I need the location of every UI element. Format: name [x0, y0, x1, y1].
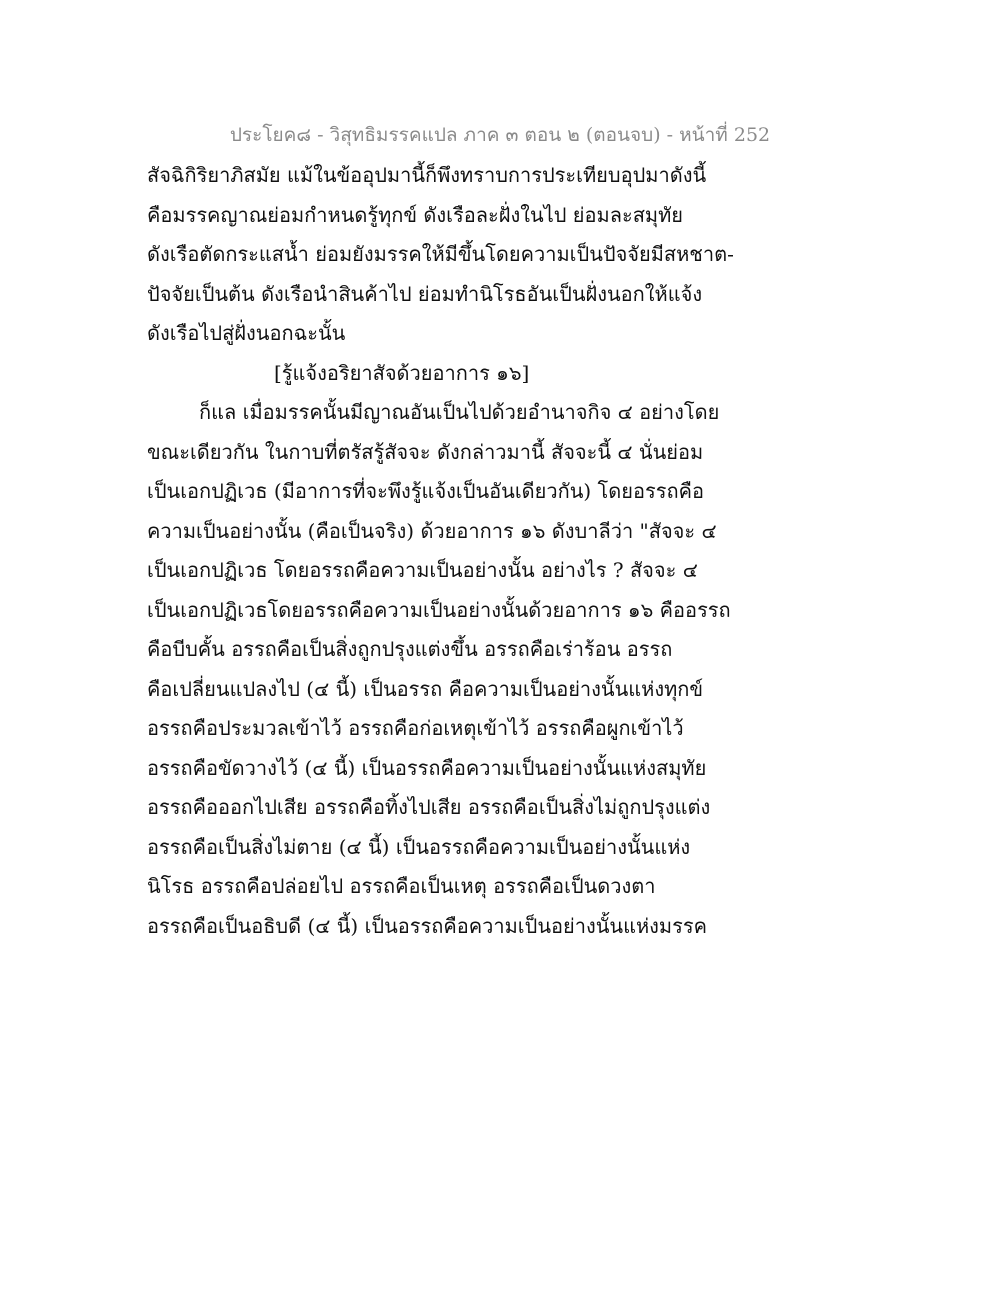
- text-line: ดังเรือตัดกระแสน้ำ ย่อมยังมรรคให้มีขึ้นโดยความเป็นปัจจัยมีสหชาต-: [147, 242, 734, 266]
- text-line: อรรถคือเป็นอธิบดี (๔ นี้) เป็นอรรถคือความเป็นอย่างนั้นแห่งมรรค: [147, 913, 707, 938]
- text-line: ก็แล เมื่อมรรคนั้นมีญาณอันเป็นไปด้วยอำนาจกิจ ๔ อย่างโดย: [199, 400, 720, 424]
- text-line: ความเป็นอย่างนั้น (คือเป็นจริง) ด้วยอาการ ๑๖ ดังบาลีว่า "สัจจะ ๔: [147, 518, 717, 543]
- text-line: นิโรธ อรรถคือปล่อยไป อรรถคือเป็นเหตุ อรรถคือเป็นดวงตา: [147, 874, 656, 898]
- text-line: อรรถคือประมวลเข้าไว้ อรรถคือก่อเหตุเข้าไว้ อรรถคือผูกเข้าไว้: [147, 716, 684, 740]
- text-line: คือเปลี่ยนแปลงไป (๔ นี้) เป็นอรรถ คือความเป็นอย่างนั้นแห่งทุกข์: [147, 676, 704, 701]
- text-line: อรรถคือออกไปเสีย อรรถคือทิ้งไปเสีย อรรถคือเป็นสิ่งไม่ถูกปรุงแต่ง: [147, 795, 711, 819]
- section-heading: [รู้แจ้งอริยาสัจด้วยอาการ ๑๖]: [274, 360, 530, 385]
- text-line: อรรถคือเป็นสิ่งไม่ตาย (๔ นี้) เป็นอรรถคือความเป็นอย่างนั้นแห่ง: [147, 834, 691, 859]
- text-line: เป็นเอกปฏิเวธ (มีอาการที่จะพึงรู้แจ้งเป็นอันเดียวกัน) โดยอรรถคือ: [147, 479, 704, 503]
- text-line: เป็นเอกปฏิเวธ โดยอรรถคือความเป็นอย่างนั้น อย่างไร ? สัจจะ ๔: [147, 558, 698, 582]
- text-line: ปัจจัยเป็นต้น ดังเรือนำสินค้าไป ย่อมทำนิโรธอันเป็นฝั่งนอกให้แจ้ง: [147, 281, 703, 306]
- text-line: สัจฉิกิริยาภิสมัย แม้ในข้ออุปมานี้ก็พึงทราบการประเทียบอุปมาดังนี้: [147, 163, 707, 187]
- body-text: [147, 156, 737, 946]
- paragraph-2: [147, 393, 737, 946]
- paragraph-1: [147, 156, 737, 354]
- text-line: อรรถคือขัดวางไว้ (๔ นี้) เป็นอรรถคือความเป็นอย่างนั้นแห่งสมุทัย: [147, 755, 707, 780]
- text-line: เป็นเอกปฏิเวธโดยอรรถคือความเป็นอย่างนั้นด้วยอาการ ๑๖ คืออรรถ: [147, 597, 731, 622]
- text-line: ดังเรือไปสู่ฝั่งนอกฉะนั้น: [147, 321, 346, 345]
- text-line: คือบีบคั้น อรรถคือเป็นสิ่งถูกปรุงแต่งขึ้น อรรถคือเร่าร้อน อรรถ: [147, 637, 673, 661]
- text-line: คือมรรคญาณย่อมกำหนดรู้ทุกข์ ดังเรือละฝั่งในไป ย่อมละสมุทัย: [147, 202, 684, 227]
- running-header: ประโยค๘ - วิสุทธิมรรคแปล ภาค ๓ ตอน ๒ (ตอนจบ) - หน้าที่ 252: [229, 124, 771, 146]
- text-line: ขณะเดียวกัน ในกาบที่ตรัสรู้สัจจะ ดังกล่าวมานี้ สัจจะนี้ ๔ นั่นย่อม: [147, 439, 704, 464]
